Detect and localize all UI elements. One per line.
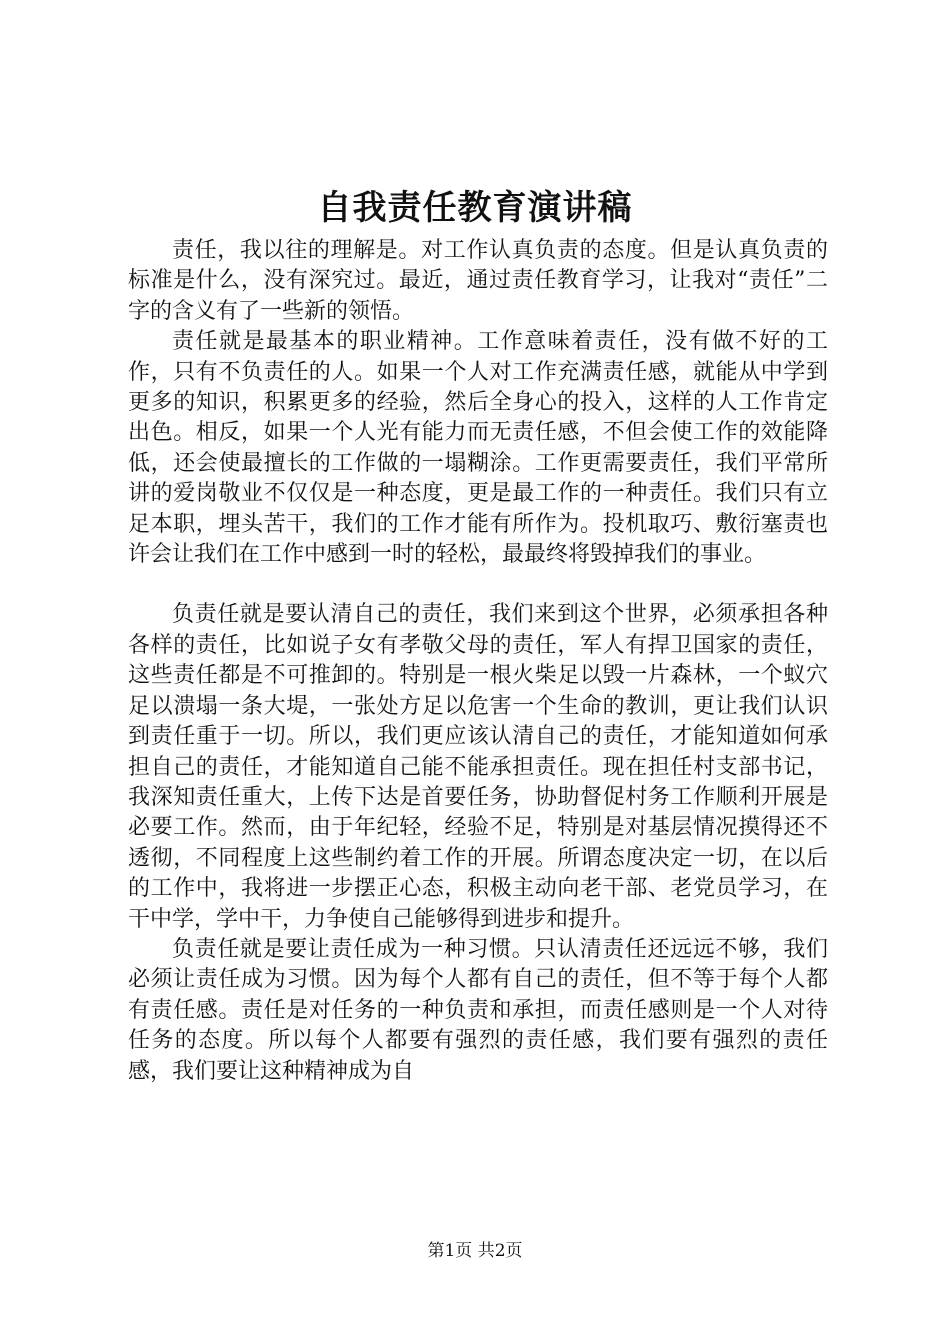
- paragraph-responsibility-habit: 负责任就是要让责任成为一种习惯。只认清责任还远远不够，我们必须让责任成为习惯。因为每个人都有自己的责任，但不等于每个人都有责任感。责任是对任务的一种负责和承担，而责任感则是一个人对待任务的态度。所以每个人都要有强烈的责任感，我们要有强烈的责任感，我们要让这种精神成为自: [128, 936, 828, 1084]
- paragraph-recognize-responsibility: 负责任就是要认清自己的责任，我们来到这个世界，必须承担各种各样的责任，比如说子女有孝敬父母的责任，军人有捍卫国家的责任，这些责任都是不可推卸的。特别是一根火柴足以毁一片森林，一个蚁穴足以溃塌一条大堤，一张处方足以危害一个生命的教训，更让我们认识到责任重于一切。所以，我们更应该认清自己的责任，才能知道如何承担自己的责任，才能知道自己能不能承担责任。现在担任村支部书记，我深知责任重大，上传下达是首要任务，协助督促村务工作顺利开展是必要工作。然而，由于年纪轻，经验不足，特别是对基层情况摸得还不透彻，不同程度上这些制约着工作的开展。所谓态度决定一切，在以后的工作中，我将进一步摆正心态，积极主动向老干部、老党员学习，在干中学，学中干，力争使自己能够得到进步和提升。: [128, 602, 828, 932]
- document-title: 自我责任教育演讲稿: [317, 188, 633, 228]
- paragraph-professional-spirit: 责任就是最基本的职业精神。工作意味着责任，没有做不好的工作，只有不负责任的人。如果一个人对工作充满责任感，就能从中学到更多的知识，积累更多的经验，然后全身心的投入，这样的人工作肯定出色。相反，如果一个人光有能力而无责任感，不但会使工作的效能降低，还会使最擅长的工作做的一塌糊涂。工作更需要责任，我们平常所讲的爱岗敬业不仅仅是一种态度，更是最工作的一种责任。我们只有立足本职，埋头苦干，我们的工作才能有所作为。投机取巧、敷衍塞责也许会让我们在工作中感到一时的轻松，最最终将毁掉我们的事业。: [128, 329, 828, 568]
- paragraph-gap: [128, 570, 828, 600]
- document-body: [128, 236, 828, 1087]
- paragraph-intro: 责任，我以往的理解是。对工作认真负责的态度。但是认真负责的标准是什么，没有深究过。最近，通过责任教育学习，让我对“责任”二字的含义有了一些新的领悟。: [128, 238, 828, 324]
- page-footer: 第1页 共2页: [427, 1241, 523, 1261]
